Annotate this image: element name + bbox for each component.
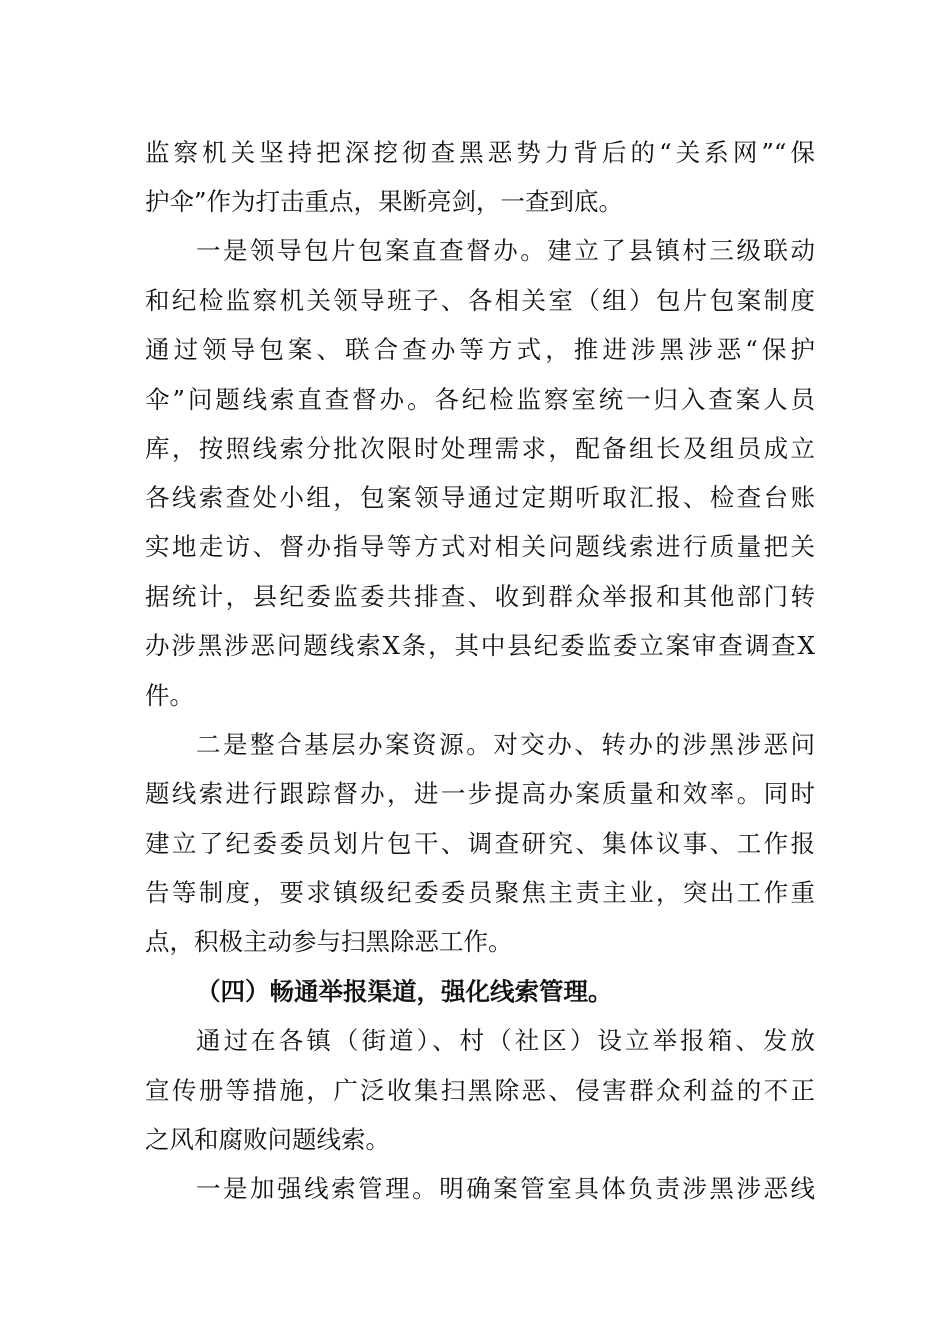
text-line: 件。 <box>145 681 194 710</box>
text-line: 建立了纪委委员划片包干、调查研究、集体议事、工作报 <box>145 829 815 858</box>
text-line: 实地走访、督办指导等方式对相关问题线索进行质量把关 <box>145 532 815 561</box>
text-line: 伞”问题线索直查督办。各纪检监察室统一归入查案人员 <box>145 385 815 414</box>
text-line: 通过领导包案、联合查办等方式，推进涉黑涉恶“保护 <box>145 335 815 364</box>
text-line: 题线索进行跟踪督办，进一步提高办案质量和效率。同时 <box>145 779 815 808</box>
text-line: 护伞”作为打击重点，果断亮剑，一查到底。 <box>145 187 624 216</box>
text-line: 宣传册等措施，广泛收集扫黑除恶、侵害群众利益的不正 <box>145 1076 815 1105</box>
paragraph-start-line: 一是加强线索管理。明确案管室具体负责涉黑涉恶线 <box>196 1174 815 1203</box>
text-line: 点，积极主动参与扫黑除恶工作。 <box>145 927 513 956</box>
text-line: 办涉黑涉恶问题线索X条，其中县纪委监委立案审查调查X <box>145 631 815 660</box>
text-line: 各线索查处小组，包案领导通过定期听取汇报、检查台账 <box>145 483 815 512</box>
text-line: 之风和腐败问题线索。 <box>145 1125 390 1154</box>
paragraph-start-line: 二是整合基层办案资源。对交办、转办的涉黑涉恶问 <box>196 730 815 759</box>
text-line: 库，按照线索分批次限时处理需求，配备组长及组员成立 <box>145 434 815 463</box>
text-line: 据统计，县纪委监委共排查、收到群众举报和其他部门转 <box>145 582 815 611</box>
paragraph-start-line: 通过在各镇（街道）、村（社区）设立举报箱、发放 <box>196 1026 815 1055</box>
text-line: 监察机关坚持把深挖彻查黑恶势力背后的“关系网”“保 <box>145 138 815 167</box>
paragraph-start-line: 一是领导包片包案直查督办。建立了县镇村三级联动 <box>196 236 815 265</box>
section-heading: （四）畅通举报渠道，强化线索管理。 <box>196 977 613 1006</box>
text-line: 告等制度，要求镇级纪委委员聚焦主责主业，突出工作重 <box>145 878 815 907</box>
text-line: 和纪检监察机关领导班子、各相关室（组）包片包案制度 <box>145 286 815 315</box>
